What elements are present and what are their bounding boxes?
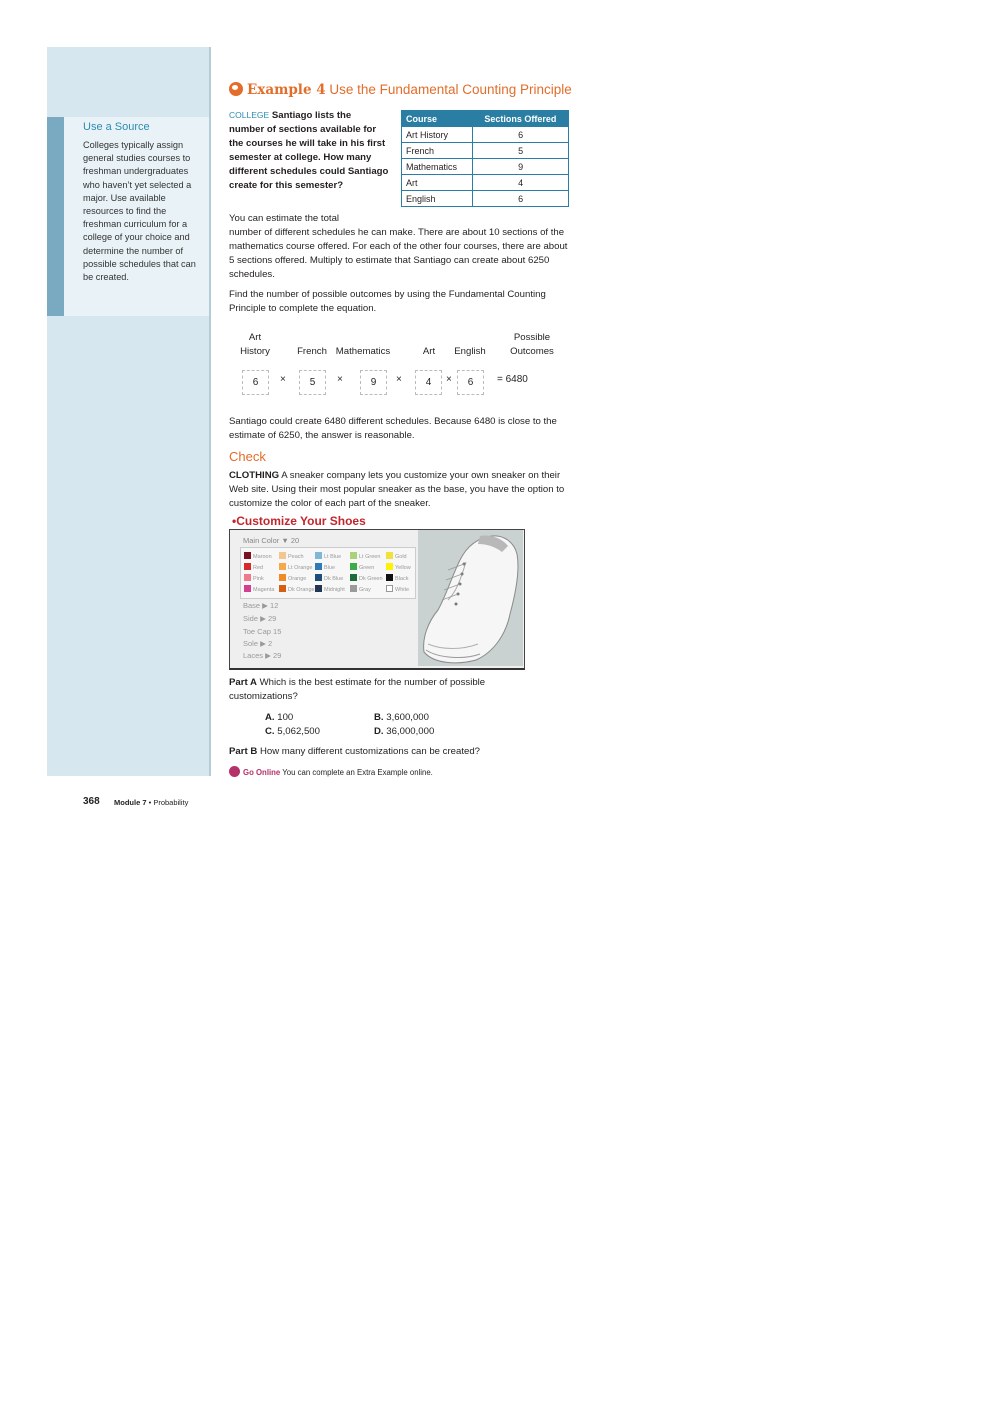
swatch-label: Lt Green bbox=[359, 554, 381, 560]
part-b-question: How many different customizations can be created? bbox=[259, 746, 480, 757]
swatch-label: Lt Orange bbox=[288, 565, 313, 571]
estimate-paragraph bbox=[229, 212, 569, 282]
check-paragraph bbox=[229, 469, 569, 511]
estimate-first-line: You can estimate the total bbox=[229, 213, 340, 224]
choice-value: 100 bbox=[277, 712, 294, 723]
sections-count: 6 bbox=[473, 191, 569, 207]
times-sign: × bbox=[446, 374, 452, 385]
swatch-option[interactable] bbox=[386, 585, 409, 593]
swatch-label: Magenta bbox=[253, 587, 275, 593]
swatch-label: Orange bbox=[288, 576, 307, 582]
swatch-option[interactable] bbox=[315, 563, 335, 571]
choice-value: 5,062,500 bbox=[277, 726, 320, 737]
eq-box-english: 6 bbox=[457, 370, 484, 395]
option-base[interactable]: Base ▶ 12 bbox=[243, 601, 279, 610]
module-label: Module 7 bbox=[114, 798, 147, 807]
example-label: Example 4 bbox=[247, 82, 326, 98]
swatch-color bbox=[350, 563, 357, 570]
swatch-option[interactable] bbox=[279, 574, 306, 582]
swatch-option[interactable] bbox=[244, 552, 272, 560]
swatch-option[interactable] bbox=[386, 552, 407, 560]
swatch-option[interactable] bbox=[279, 563, 312, 571]
estimate-rest: number of different schedules he can make. There are about 10 sections of the mathematics course offered. For each of the other four courses, there are about 5 sections offered. Multiply to estimate that Santiago can create about 6250 schedules. bbox=[229, 227, 568, 280]
prompt-text: Santiago lists the number of sections available for the courses he will take in his first semester at college. How many different schedules could Santiago create for this semester? bbox=[229, 110, 389, 191]
swatch-color bbox=[386, 552, 393, 559]
main-color-dropdown[interactable]: Main Color ▼ 20 bbox=[243, 536, 300, 545]
swatch-option[interactable] bbox=[315, 585, 345, 593]
go-online-link[interactable] bbox=[229, 766, 433, 777]
swatch-label: Dk Blue bbox=[324, 576, 344, 582]
option-laces[interactable]: Laces ▶ 29 bbox=[243, 651, 282, 660]
swatch-label: Black bbox=[395, 576, 409, 582]
find-paragraph: Find the number of possible outcomes by using the Fundamental Counting Principle to complete the equation. bbox=[229, 289, 546, 314]
swatch-color bbox=[244, 585, 251, 592]
conclusion-paragraph: Santiago could create 6480 different schedules. Because 6480 is close to the estimate of 6250, the answer is reasonable. bbox=[229, 416, 557, 441]
eq-result: = 6480 bbox=[497, 374, 528, 385]
swatch-option[interactable] bbox=[386, 574, 408, 582]
sidebar-body: Colleges typically assign general studies courses to freshman undergraduates who haven’t yet selected a major. Use available resources to find the freshman curriculum for a college of your choice and determine the number of possible schedules that can be created. bbox=[83, 140, 196, 283]
swatch-label: Midnight bbox=[324, 587, 345, 593]
eq-box-art-history: 6 bbox=[242, 370, 269, 395]
choice-value: 3,600,000 bbox=[386, 712, 429, 723]
table-row bbox=[402, 143, 569, 159]
shoe-widget-title: Customize Your Shoes bbox=[236, 514, 366, 528]
table-row bbox=[402, 175, 569, 191]
eq-header-mathematics: Mathematics bbox=[335, 346, 391, 357]
swatch-color bbox=[244, 552, 251, 559]
college-tag: COLLEGE bbox=[229, 110, 270, 120]
module-topic: Probability bbox=[153, 798, 189, 807]
swatch-color bbox=[315, 552, 322, 559]
choice-d[interactable] bbox=[374, 726, 434, 737]
swatch-label: Blue bbox=[324, 565, 336, 571]
swatch-color bbox=[279, 552, 286, 559]
check-text: A sneaker company lets you customize your own sneaker on their Web site. Using their most popular sneaker as the base, you have the option to customize the color of each part of the sneaker. bbox=[229, 470, 565, 509]
table-header-course: Course bbox=[402, 111, 473, 127]
swatch-color bbox=[279, 574, 286, 581]
shoe-image bbox=[418, 530, 523, 666]
sneaker-illustration bbox=[418, 530, 523, 666]
cursor-icon bbox=[229, 766, 240, 777]
table-row bbox=[402, 159, 569, 175]
swatch-color bbox=[386, 585, 393, 592]
sidebar-accent-bar bbox=[47, 117, 64, 316]
example-heading bbox=[229, 82, 572, 98]
swatch-option[interactable] bbox=[350, 585, 371, 593]
swatch-label: Lt Blue bbox=[324, 554, 342, 560]
part-a-label: Part A bbox=[229, 677, 257, 688]
eq-header-art-history-2: History bbox=[240, 346, 270, 357]
option-side[interactable]: Side ▶ 29 bbox=[243, 614, 277, 623]
choice-b[interactable] bbox=[374, 712, 429, 723]
shoe-widget-heading: •Customize Your Shoes bbox=[232, 514, 366, 528]
table-row bbox=[402, 127, 569, 143]
part-a-question: Which is the best estimate for the number of possible customizations? bbox=[229, 677, 486, 702]
swatch-option[interactable] bbox=[244, 585, 274, 593]
swatch-color bbox=[244, 574, 251, 581]
eq-box-french: 5 bbox=[299, 370, 326, 395]
swatch-color bbox=[386, 563, 393, 570]
eq-header-outcomes-1: Possible bbox=[513, 332, 551, 343]
swatch-color bbox=[350, 552, 357, 559]
course-name: Mathematics bbox=[402, 159, 473, 175]
swatch-color bbox=[244, 563, 251, 570]
eq-box-mathematics: 9 bbox=[360, 370, 387, 395]
sections-count: 5 bbox=[473, 143, 569, 159]
course-name: Art History bbox=[402, 127, 473, 143]
example-title: Use the Fundamental Counting Principle bbox=[329, 82, 572, 97]
sidebar-title: Use a Source bbox=[83, 121, 150, 133]
choice-letter: D. bbox=[374, 726, 384, 737]
option-sole[interactable]: Sole ▶ 2 bbox=[243, 639, 273, 648]
part-b bbox=[229, 745, 480, 759]
times-sign: × bbox=[337, 374, 343, 385]
choice-letter: B. bbox=[374, 712, 384, 723]
swatch-option[interactable] bbox=[244, 563, 263, 571]
check-heading: Check bbox=[229, 449, 266, 464]
choice-value: 36,000,000 bbox=[386, 726, 435, 737]
swatch-color bbox=[315, 585, 322, 592]
times-sign: × bbox=[396, 374, 402, 385]
swatch-option[interactable] bbox=[279, 585, 315, 593]
course-name: French bbox=[402, 143, 473, 159]
eq-header-outcomes-2: Outcomes bbox=[510, 346, 554, 357]
sections-count: 9 bbox=[473, 159, 569, 175]
swatch-color bbox=[315, 563, 322, 570]
table-row bbox=[402, 191, 569, 207]
choice-a[interactable] bbox=[265, 712, 293, 723]
swatch-label: Pink bbox=[253, 576, 264, 582]
swatch-option[interactable] bbox=[315, 574, 343, 582]
swatch-label: Yellow bbox=[395, 565, 411, 571]
swatch-color bbox=[350, 585, 357, 592]
sections-count: 6 bbox=[473, 127, 569, 143]
course-table bbox=[401, 110, 569, 207]
eq-header-english: English bbox=[454, 346, 486, 357]
go-online-text: You can complete an Extra Example online. bbox=[282, 768, 433, 777]
eq-header-french: French bbox=[297, 346, 327, 357]
choice-letter: C. bbox=[265, 726, 275, 737]
swatch-label: Dk Orange bbox=[288, 587, 315, 593]
globe-icon bbox=[229, 82, 243, 96]
swatch-color bbox=[315, 574, 322, 581]
example-prompt bbox=[229, 108, 389, 193]
swatch-label: Peach bbox=[288, 554, 304, 560]
times-sign: × bbox=[280, 374, 286, 385]
part-b-label: Part B bbox=[229, 746, 258, 757]
eq-header-art-history-1: Art bbox=[248, 332, 262, 343]
eq-box-art: 4 bbox=[415, 370, 442, 395]
option-toe-cap[interactable]: Toe Cap 15 bbox=[243, 627, 282, 636]
swatch-color bbox=[279, 585, 286, 592]
swatch-option[interactable] bbox=[244, 574, 264, 582]
swatch-color bbox=[386, 574, 393, 581]
footer-module bbox=[114, 798, 188, 807]
choice-letter: A. bbox=[265, 712, 275, 723]
swatch-label: Dk Green bbox=[359, 576, 383, 582]
page-number: 368 bbox=[83, 796, 100, 807]
swatch-option[interactable] bbox=[386, 563, 411, 571]
swatch-option[interactable] bbox=[350, 574, 383, 582]
swatch-option[interactable] bbox=[350, 552, 380, 560]
sections-count: 4 bbox=[473, 175, 569, 191]
swatch-label: White bbox=[395, 587, 410, 593]
clothing-tag: CLOTHING bbox=[229, 470, 280, 481]
swatch-color bbox=[279, 563, 286, 570]
course-name: Art bbox=[402, 175, 473, 191]
swatch-option[interactable] bbox=[315, 552, 341, 560]
table-header-sections: Sections Offered bbox=[473, 111, 569, 127]
course-name: English bbox=[402, 191, 473, 207]
swatch-label: Green bbox=[359, 565, 375, 571]
swatch-label: Gray bbox=[359, 587, 371, 593]
swatch-color bbox=[350, 574, 357, 581]
footer-separator: • bbox=[146, 798, 154, 807]
part-a bbox=[229, 676, 529, 704]
go-online-label: Go Online bbox=[243, 768, 281, 777]
swatch-option[interactable] bbox=[350, 563, 374, 571]
swatch-label: Red bbox=[253, 565, 264, 571]
swatch-label: Maroon bbox=[253, 554, 272, 560]
choice-c[interactable] bbox=[265, 726, 320, 737]
eq-header-art: Art bbox=[422, 346, 436, 357]
swatch-label: Gold bbox=[395, 554, 407, 560]
swatch-option[interactable] bbox=[279, 552, 304, 560]
